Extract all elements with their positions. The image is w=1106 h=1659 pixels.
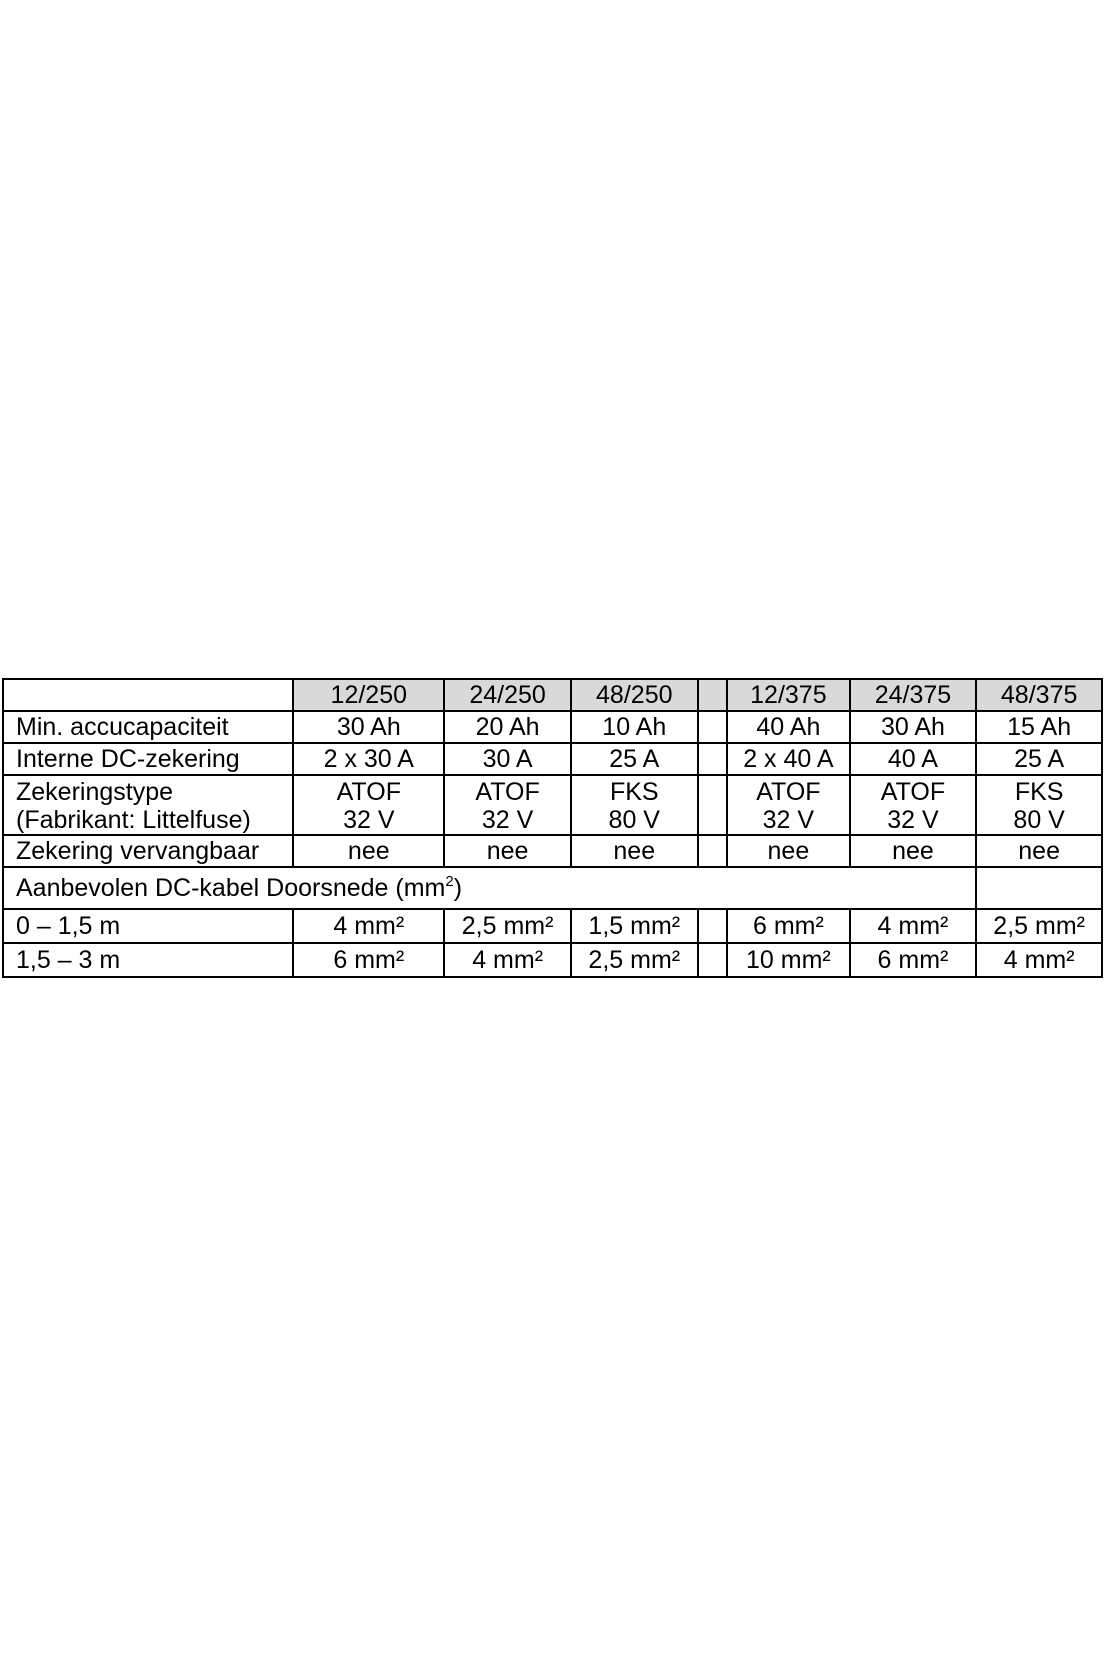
fuse-type-cell [444,775,571,835]
capacity-cell: 10 Ah [571,711,698,743]
specifications-table [2,678,1103,978]
fuse-type-cell [293,775,444,835]
fuse-type-voltage: 32 V [762,806,815,834]
replaceable-cell: nee [293,835,444,867]
row-label-line: Zekeringstype [16,778,174,806]
replaceable-cell: nee [850,835,977,867]
gap-cell [698,775,728,835]
cable-cell: 4 mm² [293,909,444,943]
header-corner-cell [3,679,293,711]
fuse-type-name: FKS [1014,778,1064,806]
gap-cell [698,743,728,775]
cable-section-title-text: Aanbevolen DC-kabel Doorsnede (mm [16,874,446,902]
empty-cell [976,867,1102,909]
cable-cell: 6 mm² [293,943,444,977]
fuse-type-voltage: 80 V [1013,806,1065,834]
cable-cell: 6 mm² [850,943,977,977]
fuse-cell: 2 x 30 A [293,743,444,775]
capacity-cell: 30 Ah [293,711,444,743]
row-label: 0 – 1,5 m [3,909,293,943]
cable-section-title-end: ) [453,874,463,902]
fuse-type-voltage: 32 V [481,806,534,834]
cable-row [3,943,1102,977]
model-header: 48/375 [976,679,1102,711]
fuse-type-voltage: 32 V [343,806,395,834]
model-header: 24/250 [444,679,571,711]
cable-cell: 10 mm² [727,943,849,977]
row-label: Interne DC-zekering [3,743,293,775]
fuse-type-cell [976,775,1102,835]
replaceable-cell: nee [976,835,1102,867]
cable-section-title [3,867,976,909]
capacity-cell: 15 Ah [976,711,1102,743]
cable-cell: 2,5 mm² [444,909,571,943]
capacity-cell: 40 Ah [727,711,849,743]
model-header: 48/250 [571,679,698,711]
fuse-type-name: ATOF [756,778,821,806]
fuse-cell: 25 A [571,743,698,775]
fuse-row [3,743,1102,775]
cable-section-row [3,867,1102,909]
fuse-cell: 25 A [976,743,1102,775]
row-label: Zekering vervangbaar [3,835,293,867]
gap-cell [698,711,728,743]
model-header: 12/250 [293,679,444,711]
replaceable-cell: nee [727,835,849,867]
fuse-type-cell [727,775,849,835]
row-label [3,775,293,835]
gap-cell [698,909,728,943]
cable-section-title-superscript: 2 [445,873,454,890]
cable-cell: 4 mm² [850,909,977,943]
replaceable-cell: nee [444,835,571,867]
cable-cell: 6 mm² [727,909,849,943]
capacity-cell: 20 Ah [444,711,571,743]
model-header: 24/375 [850,679,977,711]
fuse-cell: 30 A [444,743,571,775]
cable-cell: 1,5 mm² [571,909,698,943]
fuse-type-name: ATOF [336,778,401,806]
cable-cell: 4 mm² [444,943,571,977]
fuse-type-cell [571,775,698,835]
gap-cell [698,835,728,867]
capacity-cell: 30 Ah [850,711,977,743]
fuse-type-name: ATOF [880,778,946,806]
gap-cell [698,943,728,977]
fuse-type-row [3,775,1102,835]
cable-cell: 2,5 mm² [571,943,698,977]
fuse-type-name: ATOF [475,778,540,806]
replaceable-row [3,835,1102,867]
fuse-type-voltage: 80 V [608,806,660,834]
cable-row [3,909,1102,943]
replaceable-cell: nee [571,835,698,867]
header-row [3,679,1102,711]
fuse-type-voltage: 32 V [887,806,939,834]
gap-cell [698,679,728,711]
model-header: 12/375 [727,679,849,711]
fuse-cell: 40 A [850,743,977,775]
cable-cell: 4 mm² [976,943,1102,977]
capacity-row [3,711,1102,743]
row-label: Min. accucapaciteit [3,711,293,743]
row-label: 1,5 – 3 m [3,943,293,977]
fuse-cell: 2 x 40 A [727,743,849,775]
fuse-type-cell [850,775,977,835]
cable-cell: 2,5 mm² [976,909,1102,943]
row-label-line: (Fabrikant: Littelfuse) [16,806,251,834]
fuse-type-name: FKS [609,778,659,806]
